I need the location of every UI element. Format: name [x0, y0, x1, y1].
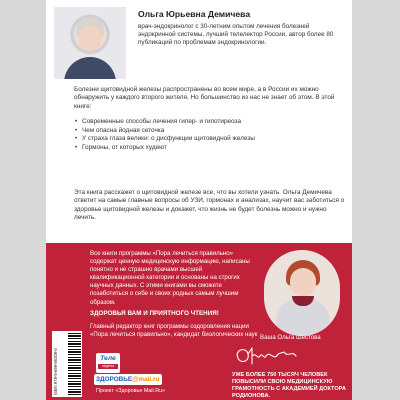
editor-photo: [264, 250, 340, 336]
barcode-icon: [68, 333, 81, 395]
author-name: Ольга Юрьевна Демичева: [138, 9, 251, 19]
editor-credit: Главный редактор книг программы оздоровления нации «Пора лечиться правильно», кандидат биологических наук: [90, 323, 258, 339]
bullet-list: [74, 118, 346, 152]
list-item: • Современные способы лечения гипер- и гипотиреоза: [74, 118, 346, 127]
author-photo: [54, 7, 126, 79]
isbn-text: ISBN 978-5-699-95209-0: [53, 348, 58, 395]
list-item: • У страха глаза велики: о дисфункции щитовидной железы: [74, 135, 346, 144]
book-back-cover: [46, 0, 352, 400]
list-item: • Чем опасна йодная сеточка: [74, 127, 346, 136]
tele-nedelya-logo: Теле неделя: [96, 353, 120, 373]
signature-icon: [232, 342, 302, 370]
farewell-text: ЗДОРОВЬЯ ВАМ И ПРИЯТНОГО ЧТЕНИЯ!: [90, 310, 219, 317]
zdorovie-mail-logo: ЗДОРОВЬЕ@mail.ru: [94, 374, 162, 385]
author-bio: врач-эндокринолог с 30-летним опытом лечения болезней эндокринной системы, лучший телелектор России, автор более 80 публикаций по проблемам эндокринологии.: [138, 23, 334, 47]
series-text: Все книги программы «Пора лечиться правильно» содержат ценную медицинскую информацию, написаны понятно и не страшно врачами высшей квалификационной категории и основаны на строгих научных данных. С этими книгами вы сможете позаботиться о себе и своих родных самым лучшим образом.: [90, 250, 250, 306]
description-paragraph: Эта книга расскажет о щитовидной железе все, что вы хотели узнать. Ольга Демичева ответит на самые главные вопросы об УЗИ, гормонах и анализах, научит вас заботиться о здоровье щитовидной железы и докажет, что жизнь не будет болезнь можно и нужно лечить.: [74, 189, 345, 221]
signature-caption: Ваша Ольга Шестова: [260, 334, 321, 341]
intro-paragraph: Болезни щитовидной железы распространены во всем мире, а в России их можно обнаружить у каждого второго жителя. Но большинство из нас не знает об этом. В этой книге:: [74, 86, 335, 110]
barcode: [52, 331, 82, 397]
promo-text: УЖЕ БОЛЕЕ 750 ТЫСЯЧ ЧЕЛОВЕК ПОВЫСИЛИ СВОЮ МЕДИЦИНСКУЮ ГРАМОТНОСТЬ С АКАДЕМИЕЙ ДОКТОРА РОДИОНОВА.: [232, 372, 346, 399]
project-link: Проект «Здоровье Mail.Ru»: [96, 388, 166, 394]
list-item: • Гормоны, от которых худеют: [74, 144, 346, 153]
